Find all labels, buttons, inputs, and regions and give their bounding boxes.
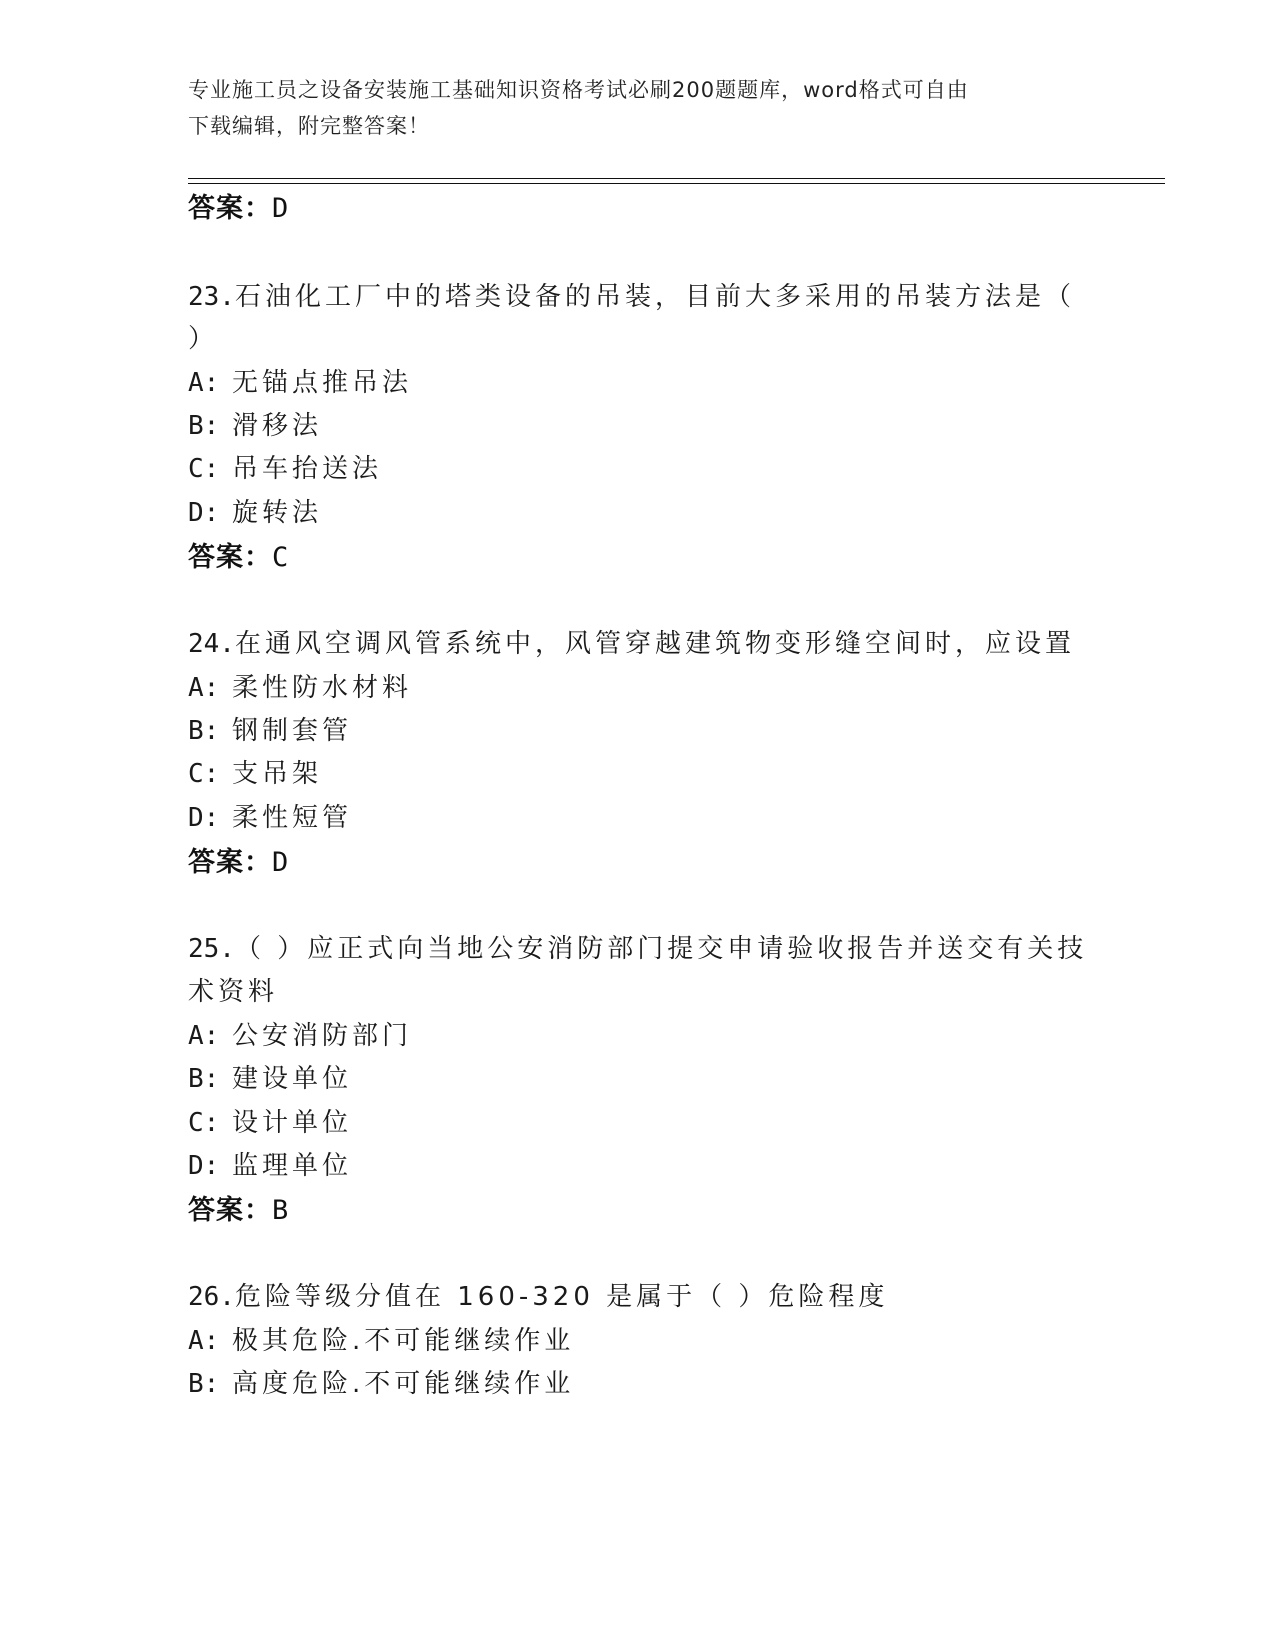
header-divider-bottom [188, 183, 1165, 184]
question-23-answer: 答案：C [188, 542, 290, 573]
question-24-option-c: C: 支吊架 [188, 759, 323, 789]
document-header [188, 72, 1088, 144]
header-line-2: 下载编辑，附完整答案！ [188, 114, 430, 138]
question-24-text: 24.在通风空调风管系统中，风管穿越建筑物变形缝空间时，应设置 [188, 629, 1075, 659]
question-24-answer: 答案：D [188, 847, 290, 878]
question-25-option-a: A: 公安消防部门 [188, 1021, 413, 1051]
question-25-text: 25.（ ）应正式向当地公安消防部门提交申请验收报告并送交有关技 [188, 934, 1088, 964]
question-23-option-d: D: 旋转法 [188, 498, 323, 528]
question-23-option-b: B: 滑移法 [188, 411, 323, 441]
question-23-text-cont: ） [188, 324, 219, 354]
question-25-text-cont: 术资料 [188, 977, 279, 1007]
question-26-option-b: B: 高度危险.不可能继续作业 [188, 1369, 575, 1399]
header-divider-top [188, 178, 1165, 179]
question-24-option-b: B: 钢制套管 [188, 716, 353, 746]
question-24-option-a: A: 柔性防水材料 [188, 673, 413, 703]
header-line-1: 专业施工员之设备安装施工基础知识资格考试必刷200题题库，word格式可自由 [188, 78, 969, 102]
question-25-option-c: C: 设计单位 [188, 1108, 353, 1138]
question-26-option-a: A: 极其危险.不可能继续作业 [188, 1326, 575, 1356]
question-23-text: 23.石油化工厂中的塔类设备的吊装，目前大多采用的吊装方法是（ [188, 282, 1075, 312]
question-25-option-b: B: 建设单位 [188, 1064, 353, 1094]
answer-prev: 答案：D [188, 193, 290, 224]
question-25-answer: 答案：B [188, 1195, 290, 1226]
question-24-option-d: D: 柔性短管 [188, 803, 353, 833]
question-25-option-d: D: 监理单位 [188, 1151, 353, 1181]
question-23-option-c: C: 吊车抬送法 [188, 454, 383, 484]
question-26-text: 26.危险等级分值在 160-320 是属于（ ）危险程度 [188, 1282, 889, 1312]
question-23-option-a: A: 无锚点推吊法 [188, 368, 413, 398]
